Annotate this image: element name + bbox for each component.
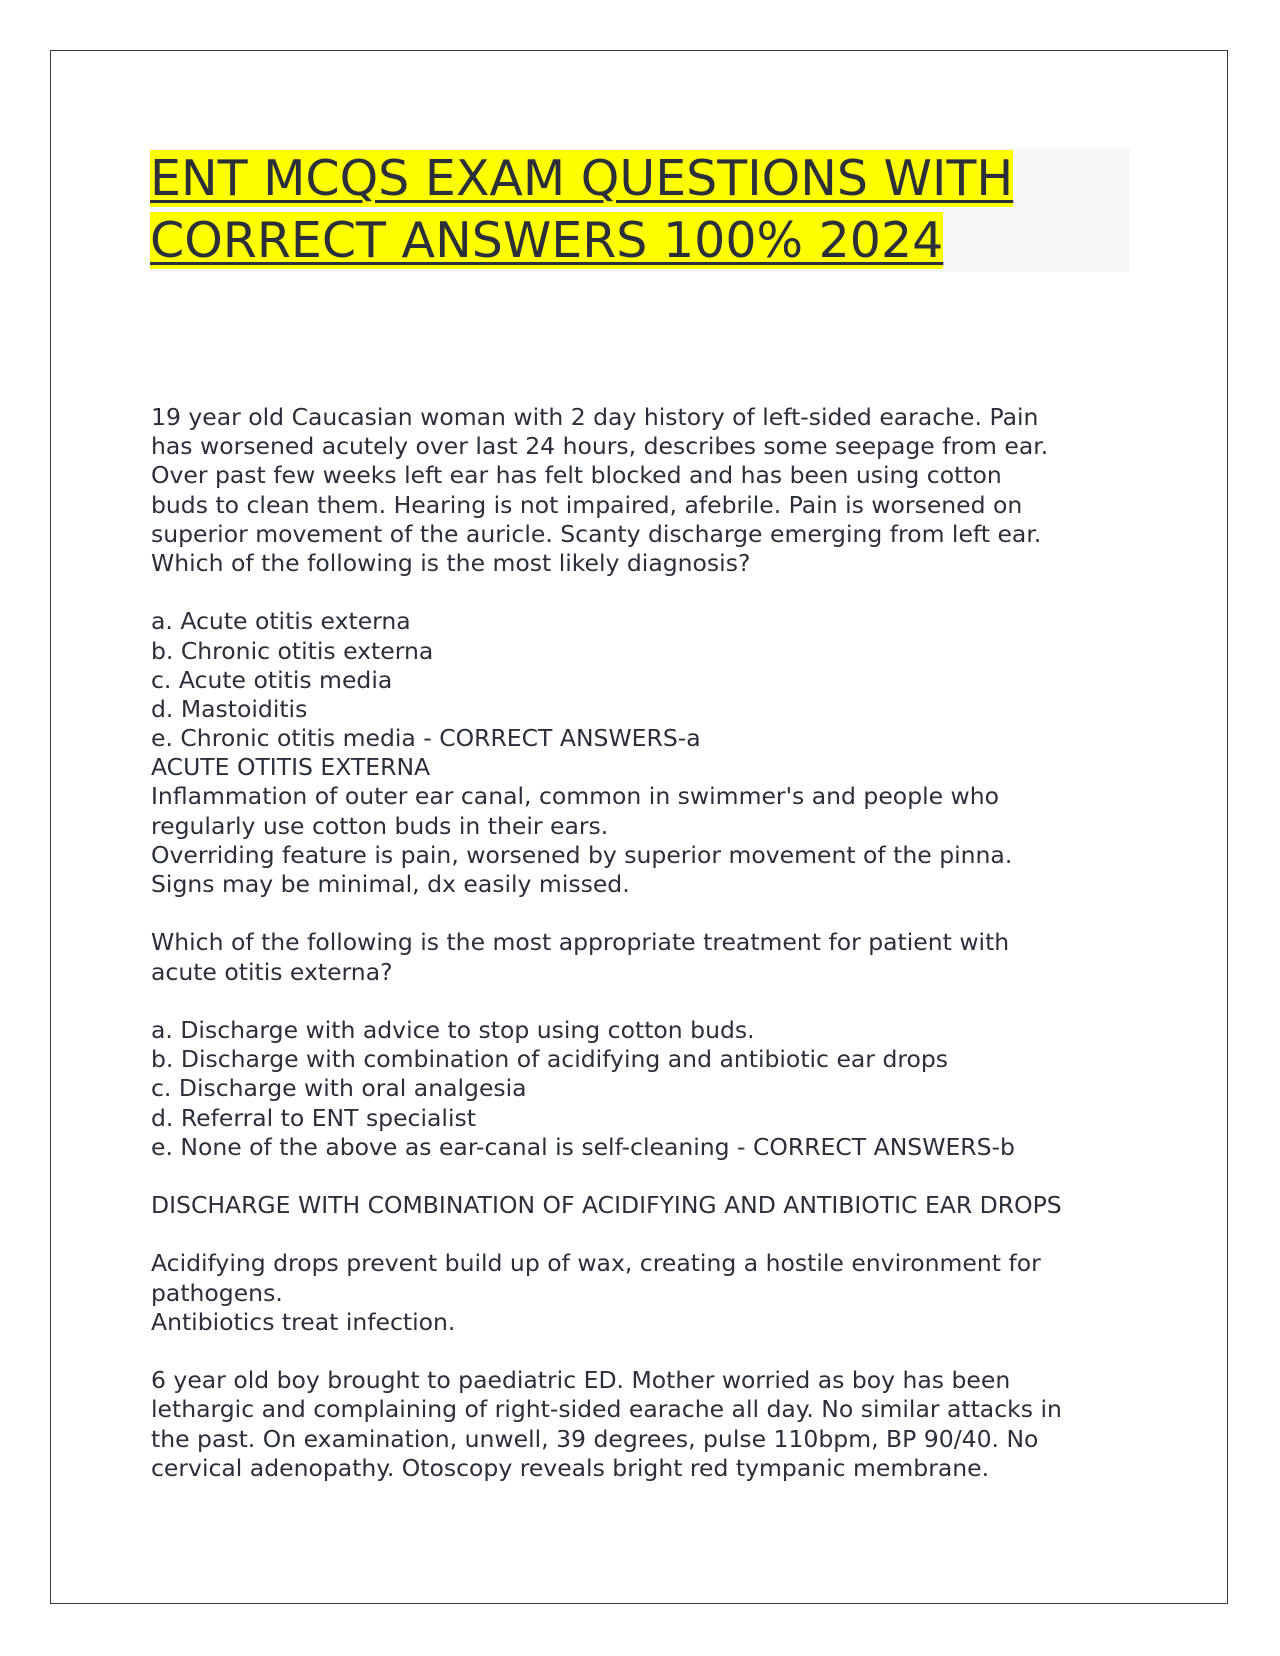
option-a: a. Acute otitis externa xyxy=(151,607,411,636)
title-line-1: ENT MCQS EXAM QUESTIONS WITH xyxy=(150,150,1014,207)
text-line: has worsened acutely over last 24 hours, describes some seepage from ear. xyxy=(151,432,1049,461)
question-3-stem xyxy=(151,1366,1151,1483)
document-title xyxy=(150,148,1130,272)
question-1 xyxy=(151,403,1151,899)
blank-line xyxy=(151,578,1151,607)
answer-heading: DISCHARGE WITH COMBINATION OF ACIDIFYING AND ANTIBIOTIC EAR DROPS xyxy=(151,1191,1062,1220)
option-a: a. Discharge with advice to stop using cotton buds. xyxy=(151,1015,755,1044)
text-line: acute otitis externa? xyxy=(151,957,393,986)
question-3 xyxy=(151,1366,1151,1483)
text-line: cervical adenopathy. Otoscopy reveals bright red tympanic membrane. xyxy=(151,1453,990,1482)
text-line: pathogens. xyxy=(151,1278,283,1307)
blank-line xyxy=(151,899,1151,928)
option-e: e. Chronic otitis media - CORRECT ANSWERS-a xyxy=(151,724,701,753)
blank-line xyxy=(151,1220,1151,1249)
text-line: Which of the following is the most appropriate treatment for patient with xyxy=(151,928,1010,957)
text-line: Which of the following is the most likely diagnosis? xyxy=(151,548,751,577)
option-d: d. Referral to ENT specialist xyxy=(151,1103,476,1132)
option-c: c. Discharge with oral analgesia xyxy=(151,1074,527,1103)
option-b: b. Discharge with combination of acidifying and antibiotic ear drops xyxy=(151,1045,949,1074)
question-1-stem xyxy=(151,403,1151,578)
question-2-options xyxy=(151,1016,1151,1162)
question-2 xyxy=(151,928,1151,1337)
text-line: Signs may be minimal, dx easily missed. xyxy=(151,870,630,898)
option-d: d. Mastoiditis xyxy=(151,694,308,723)
text-line: Overriding feature is pain, worsened by superior movement of the pinna. xyxy=(151,840,1013,869)
text-line: Acidifying drops prevent build up of wax, creating a hostile environment for xyxy=(151,1249,1041,1278)
text-line: superior movement of the auricle. Scanty discharge emerging from left ear. xyxy=(151,519,1042,548)
text-line: 19 year old Caucasian woman with 2 day history of left-sided earache. Pain xyxy=(151,403,1039,431)
text-line: regularly use cotton buds in their ears. xyxy=(151,811,609,840)
text-line: lethargic and complaining of right-sided earache all day. No similar attacks in xyxy=(151,1395,1062,1424)
blank-line xyxy=(151,1162,1151,1191)
text-line: the past. On examination, unwell, 39 degrees, pulse 110bpm, BP 90/40. No xyxy=(151,1424,1039,1453)
text-line: Inflammation of outer ear canal, common in swimmer's and people who xyxy=(151,782,1000,811)
text-line: Over past few weeks left ear has felt blocked and has been using cotton xyxy=(151,461,1002,490)
question-2-explanation xyxy=(151,1249,1151,1337)
option-e: e. None of the above as ear-canal is self-cleaning - CORRECT ANSWERS-b xyxy=(151,1132,1015,1161)
title-line-2: CORRECT ANSWERS 100% 2024 xyxy=(150,212,944,269)
blank-line xyxy=(151,1337,1151,1366)
option-c: c. Acute otitis media xyxy=(151,665,393,694)
question-2-stem xyxy=(151,928,1151,986)
blank-line xyxy=(151,987,1151,1016)
question-1-options xyxy=(151,607,1151,753)
answer-heading: ACUTE OTITIS EXTERNA xyxy=(151,753,431,782)
question-1-explanation xyxy=(151,753,1151,899)
text-line: Antibiotics treat infection. xyxy=(151,1307,456,1336)
option-b: b. Chronic otitis externa xyxy=(151,636,434,665)
document-body xyxy=(151,403,1151,1483)
text-line: 6 year old boy brought to paediatric ED. Mother worried as boy has been xyxy=(151,1366,1011,1395)
text-line: buds to clean them. Hearing is not impaired, afebrile. Pain is worsened on xyxy=(151,490,1023,519)
